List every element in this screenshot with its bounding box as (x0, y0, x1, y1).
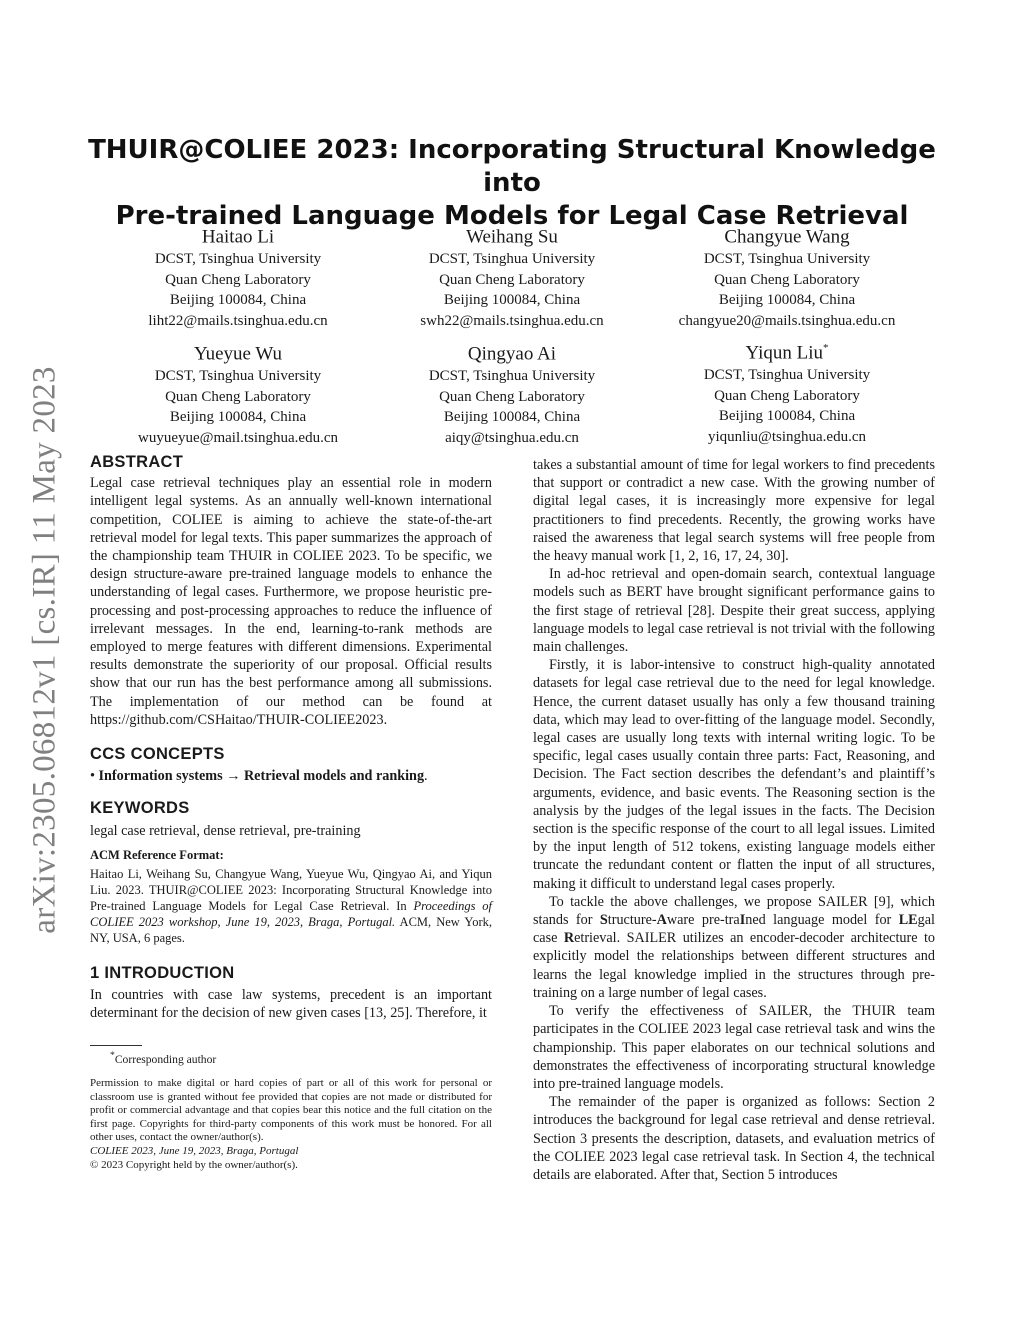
author-affiliation: Beijing 100084, China (169, 409, 307, 426)
footnote-rule (90, 1045, 142, 1046)
author-affiliation: Beijing 100084, China (169, 292, 307, 309)
title-line-1: THUIR@COLIEE 2023: Incorporating Structural Knowledge into (88, 135, 936, 198)
author-name: Haitao Li (201, 226, 275, 248)
abstract-heading: ABSTRACT (90, 453, 184, 471)
ccs-heading: CCS CONCEPTS (90, 745, 225, 764)
permission-text: Permission to make digital or hard copies of part or all of this work for personal or classroom use is granted without fee provided that copies are not made or distributed for profit or commercial advantage and that copies bear this notice and the full citation on the first page. Copyrights for third-party components of this work must be honored. For all other uses, contact the owner/author(s). (90, 1077, 492, 1144)
author-affiliation: Quan Cheng Laboratory (165, 388, 311, 405)
author-affiliation: Beijing 100084, China (443, 292, 581, 309)
author-block (93, 336, 383, 448)
keywords-text: legal case retrieval, dense retrieval, pre-training (90, 822, 361, 839)
intro-paragraph: takes a substantial amount of time for legal workers to find precedents that support or contradict a new case. With the growing number of digital legal cases, it is increasingly more expensive for legal practitioners to find precedents. Recently, the growing works have raised the awareness that legal search systems will free people from the heavy manual work [1, 2, 16, 17, 24, 30]. (533, 457, 935, 565)
copyright-line: © 2023 Copyright held by the owner/author(s). (90, 1158, 298, 1171)
author-block (367, 219, 657, 331)
intro-paragraph: To tackle the above challenges, we propose SAILER [9], which stands for Structure-Aware pre-traIned language model for LEgal case Retrieval. SAILER utilizes an encoder-decoder architecture to explicitly model the relationships between different structures and learns the legal knowledge implied in the structures through pre-training on a large number of legal cases. (533, 893, 935, 1001)
author-block (642, 219, 932, 331)
author-name: Qingyao Ai (467, 343, 557, 365)
author-affiliation: Quan Cheng Laboratory (439, 271, 585, 288)
arxiv-stamp (18, 355, 72, 945)
acm-ref-text: Haitao Li, Weihang Su, Changyue Wang, Yueyue Wu, Qingyao Ai, and Yiqun Liu. 2023. THUIR@COLIEE 2023: Incorporating Structural Knowledge into Pre-trained Language Models for Legal Case Retrieval. In Proceedings of COLIEE 2023 workshop, June 19, 2023, Braga, Portugal. ACM, New York, NY, USA, 6 pages. (90, 867, 492, 946)
author-name: Yueyue Wu (193, 343, 283, 365)
author-email[interactable]: liht22@mails.tsinghua.edu.cn (148, 312, 328, 329)
permission-block (90, 1077, 492, 1172)
intro-paragraph: The remainder of the paper is organized as follows: Section 2 introduces the background for legal case retrieval and dense retrieval. Section 3 presents the description, datasets, and evaluation metrics of the COLIEE 2023 legal case retrieval task. In Section 4, the technical details are elaborated. After that, Section 5 introduces (533, 1094, 935, 1183)
abstract-text: Legal case retrieval techniques play an essential role in modern intelligent legal systems. As an annually well-known international competition, COLIEE is aiming to achieve the state-of-the-art retrieval model for legal texts. This paper summarizes the approach of the championship team THUIR in COLIEE 2023. To be specific, we design structure-aware pre-trained language models to enhance the understanding of legal cases. Furthermore, we propose heuristic pre-processing and post-processing approaches to reduce the influence of irrelevant messages. In the end, learning-to-rank methods are employed to merge features with different dimensions. Experimental results demonstrate the superiority of our proposal. Official results show that our run has the best performance among all submissions. The implementation of our method can be found at https://github.com/CSHaitao/THUIR-COLIEE2023. (90, 475, 492, 728)
arxiv-stamp-text: arXiv:2305.06812v1 [cs.IR] 11 May 2023 (26, 366, 63, 934)
author-name: Yiqun Liu* (745, 342, 829, 364)
author-email[interactable]: aiqy@tsinghua.edu.cn (445, 429, 579, 446)
ccs-item: • Information systems → Retrieval models and ranking. (90, 768, 428, 785)
intro-paragraph: In ad-hoc retrieval and open-domain search, contextual language models such as BERT have brought significant performance gains to the first stage of retrieval [28]. Despite their great success, applying language models to legal case retrieval is not trivial with the following main challenges. (533, 566, 935, 656)
author-name: Weihang Su (466, 226, 558, 248)
author-affiliation: DCST, Tsinghua University (154, 251, 322, 268)
intro-paragraph: In countries with case law systems, precedent is an important determinant for the decision of new given cases [13, 25]. Therefore, it (90, 987, 492, 1022)
author-name: Changyue Wang (724, 226, 850, 248)
author-email[interactable]: changyue20@mails.tsinghua.edu.cn (678, 312, 896, 329)
author-email[interactable]: yiqunliu@tsinghua.edu.cn (708, 428, 866, 445)
author-email[interactable]: swh22@mails.tsinghua.edu.cn (420, 312, 604, 329)
author-affiliation: DCST, Tsinghua University (154, 368, 322, 385)
intro-paragraph: To verify the effectiveness of SAILER, the THUIR team participates in the COLIEE 2023 legal case retrieval task and wins the championship. This paper elaborates on our technical solutions and demonstrates the effectiveness of incorporating structural knowledge into pre-trained language models. (533, 1003, 935, 1092)
author-affiliation: Quan Cheng Laboratory (714, 271, 860, 288)
author-affiliation: Beijing 100084, China (443, 409, 581, 426)
author-affiliation: DCST, Tsinghua University (428, 251, 596, 268)
author-email[interactable]: wuyueyue@mail.tsinghua.edu.cn (137, 429, 339, 446)
author-block (93, 219, 383, 331)
author-block (642, 336, 932, 447)
keywords-heading: KEYWORDS (90, 799, 190, 818)
intro-paragraph: Firstly, it is labor-intensive to construct high-quality annotated datasets for legal case retrieval due to the need for legal knowledge. Hence, the current dataset usually has only a few thousand training data, which may lead to over-fitting of the language model. Secondly, legal cases are usually long texts with internal writing logic. To be specific, legal cases usually contain three parts: Fact, Reasoning, and Decision. The Fact section describes the defendant’s and plaintiff’s arguments, evidence, and basic events. The Reasoning section is the analysis by the judges of the legal issues in the facts. The Decision section is the specific response of the court to all legal issues. Limited by the input length of 512 tokens, existing language models either truncate the redundant content or flatten the input of all structures, making it difficult to understand legal cases properly. (533, 657, 935, 892)
right-column (533, 456, 935, 1184)
author-affiliation: DCST, Tsinghua University (703, 367, 871, 384)
author-affiliation: Quan Cheng Laboratory (714, 387, 860, 404)
title-line-2: Pre-trained Language Models for Legal Case Retrieval (115, 201, 909, 231)
intro-heading: 1 INTRODUCTION (90, 964, 235, 983)
author-affiliation: DCST, Tsinghua University (428, 368, 596, 385)
footnote: *Corresponding author (110, 1050, 217, 1066)
author-affiliation: Quan Cheng Laboratory (439, 388, 585, 405)
acm-ref-heading: ACM Reference Format: (90, 847, 224, 862)
left-column (90, 453, 492, 1023)
author-affiliation: Quan Cheng Laboratory (165, 271, 311, 288)
author-affiliation: Beijing 100084, China (718, 408, 856, 425)
venue-line: COLIEE 2023, June 19, 2023, Braga, Portugal (90, 1144, 299, 1157)
author-block (367, 336, 657, 448)
author-affiliation: Beijing 100084, China (718, 292, 856, 309)
author-affiliation: DCST, Tsinghua University (703, 251, 871, 268)
